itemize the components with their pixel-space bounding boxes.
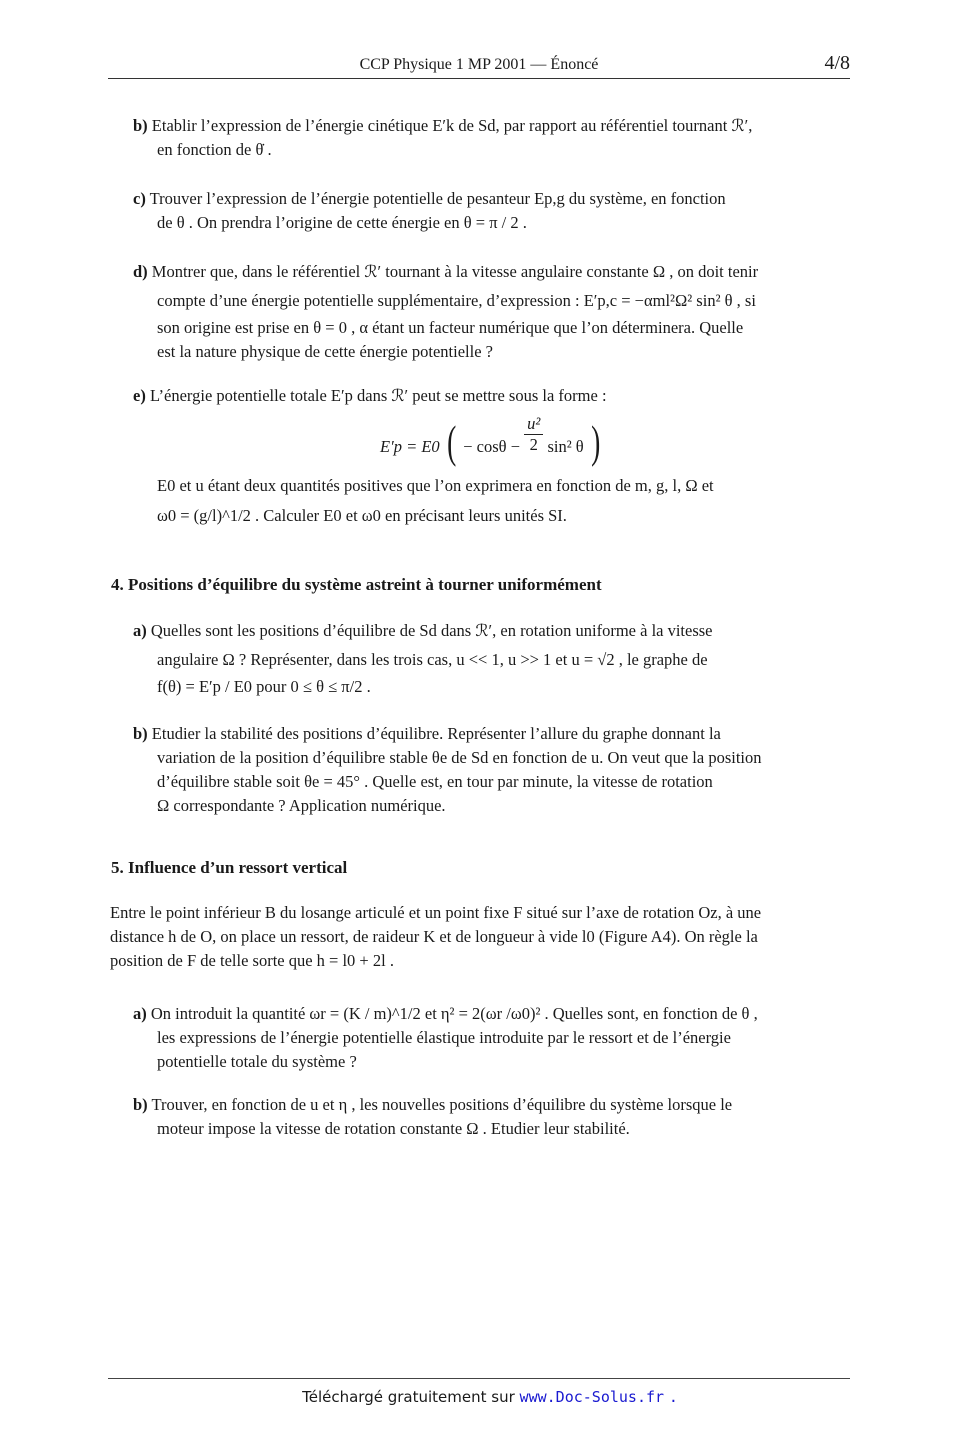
equation-fraction [524,414,543,455]
question-text-line: les expressions de l’énergie potentielle élastique introduite par le ressort et de l’énergie [157,1028,731,1047]
question-5b [133,1093,849,1141]
footer-suffix: . [668,1388,678,1406]
question-text-line: ω0 = (g/l)^1/2 . Calculer E0 et ω0 en précisant leurs unités SI. [157,506,567,525]
question-text-line: d’équilibre stable soit θe = 45° . Quelle est, en tour par minute, la vitesse de rotation [157,772,713,791]
footer-prefix: Téléchargé gratuitement sur [302,1388,515,1406]
question-label: e) [133,386,146,405]
question-3b [133,114,849,162]
question-text-line: Trouver l’expression de l’énergie potentielle de pesanteur Ep,g du système, en fonction [149,189,726,208]
question-label: a) [133,621,147,640]
footer-divider [108,1378,850,1379]
intro-line: position de F de telle sorte que h = l0 + 2l . [110,951,394,970]
question-text-line: On introduit la quantité ωr = (K / m)^1/2 et η² = 2(ωr /ω0)² . Quelles sont, en fonction de θ , [150,1004,758,1023]
question-3e [133,384,849,408]
section-5-title: 5. Influence d’un ressort vertical [111,858,348,877]
footer-link[interactable]: www.Doc-Solus.fr [519,1388,665,1406]
right-paren-icon: ) [590,416,601,467]
question-label: d) [133,262,148,281]
section-5-intro [110,901,850,973]
equation-middle: − cosθ − [463,436,520,456]
header-title: CCP Physique 1 MP 2001 — Énoncé [359,56,599,73]
question-3c [133,187,849,235]
question-4b [133,722,849,818]
question-text-line: en fonction de θ̇ . [157,140,272,159]
question-text-line: Quelles sont les positions d’équilibre de Sd dans ℛ′, en rotation uniforme à la vitesse [150,621,713,640]
question-text-line: compte d’une énergie potentielle supplémentaire, d’expression : E′p,c = −αml²Ω² sin² θ , si [157,291,756,310]
question-text-line: de θ . On prendra l’origine de cette énergie en θ = π / 2 . [157,213,527,232]
page-footer [0,1388,980,1406]
question-text-line: L’énergie potentielle totale E′p dans ℛ′ peut se mettre sous la forme : [149,386,607,405]
question-text-line: f(θ) = E′p / E0 pour 0 ≤ θ ≤ π/2 . [157,677,371,696]
question-3d [133,260,849,364]
page-number: 4/8 [824,52,850,74]
intro-line: Entre le point inférieur B du losange articulé et un point fixe F situé sur l’axe de rotation Oz, à une [110,903,762,922]
question-text-line: Etablir l’expression de l’énergie cinétique E′k de Sd, par rapport au référentiel tournant ℛ′, [151,116,753,135]
question-4a [133,619,849,699]
question-text-line: angulaire Ω ? Représenter, dans les trois cas, u << 1, u >> 1 et u = √2 , le graphe de [157,650,708,669]
question-text-line: Trouver, en fonction de u et η , les nouvelles positions d’équilibre du système lorsque le [151,1095,733,1114]
question-label: b) [133,724,148,743]
question-text-line: son origine est prise en θ = 0 , α étant un facteur numérique que l’on déterminera. Quelle [157,318,744,337]
question-text-line: Montrer que, dans le référentiel ℛ′ tournant à la vitesse angulaire constante Ω , on doit tenir [151,262,759,281]
question-text-line: moteur impose la vitesse de rotation constante Ω . Etudier leur stabilité. [157,1119,630,1138]
question-label: a) [133,1004,147,1023]
question-label: b) [133,1095,148,1114]
question-label: c) [133,189,146,208]
fraction-numerator: u² [524,414,543,435]
question-text-line: potentielle totale du système ? [157,1052,357,1071]
question-text-line: Ω correspondante ? Application numérique. [157,796,446,815]
left-paren-icon: ( [446,416,457,467]
equation-tail: sin² θ [547,436,584,456]
equation-lhs: E′p = E0 [380,436,440,456]
page-header [108,50,850,79]
question-5a [133,1002,849,1074]
question-label: b) [133,116,148,135]
section-4-title: 4. Positions d’équilibre du système astreint à tourner uniformément [111,575,602,594]
energy-equation [380,414,603,467]
intro-line: distance h de O, on place un ressort, de raideur K et de longueur à vide l0 (Figure A4). On règle la [110,927,758,946]
question-3e-continued [133,474,849,528]
question-text-line: Etudier la stabilité des positions d’équilibre. Représenter l’allure du graphe donnant la [151,724,721,743]
question-text-line: est la nature physique de cette énergie potentielle ? [157,342,493,361]
question-text-line: variation de la position d’équilibre stable θe de Sd en fonction de u. On veut que la position [157,748,762,767]
question-text-line: E0 et u étant deux quantités positives que l’on exprimera en fonction de m, g, l, Ω et [157,476,714,495]
fraction-denominator: 2 [529,435,538,454]
